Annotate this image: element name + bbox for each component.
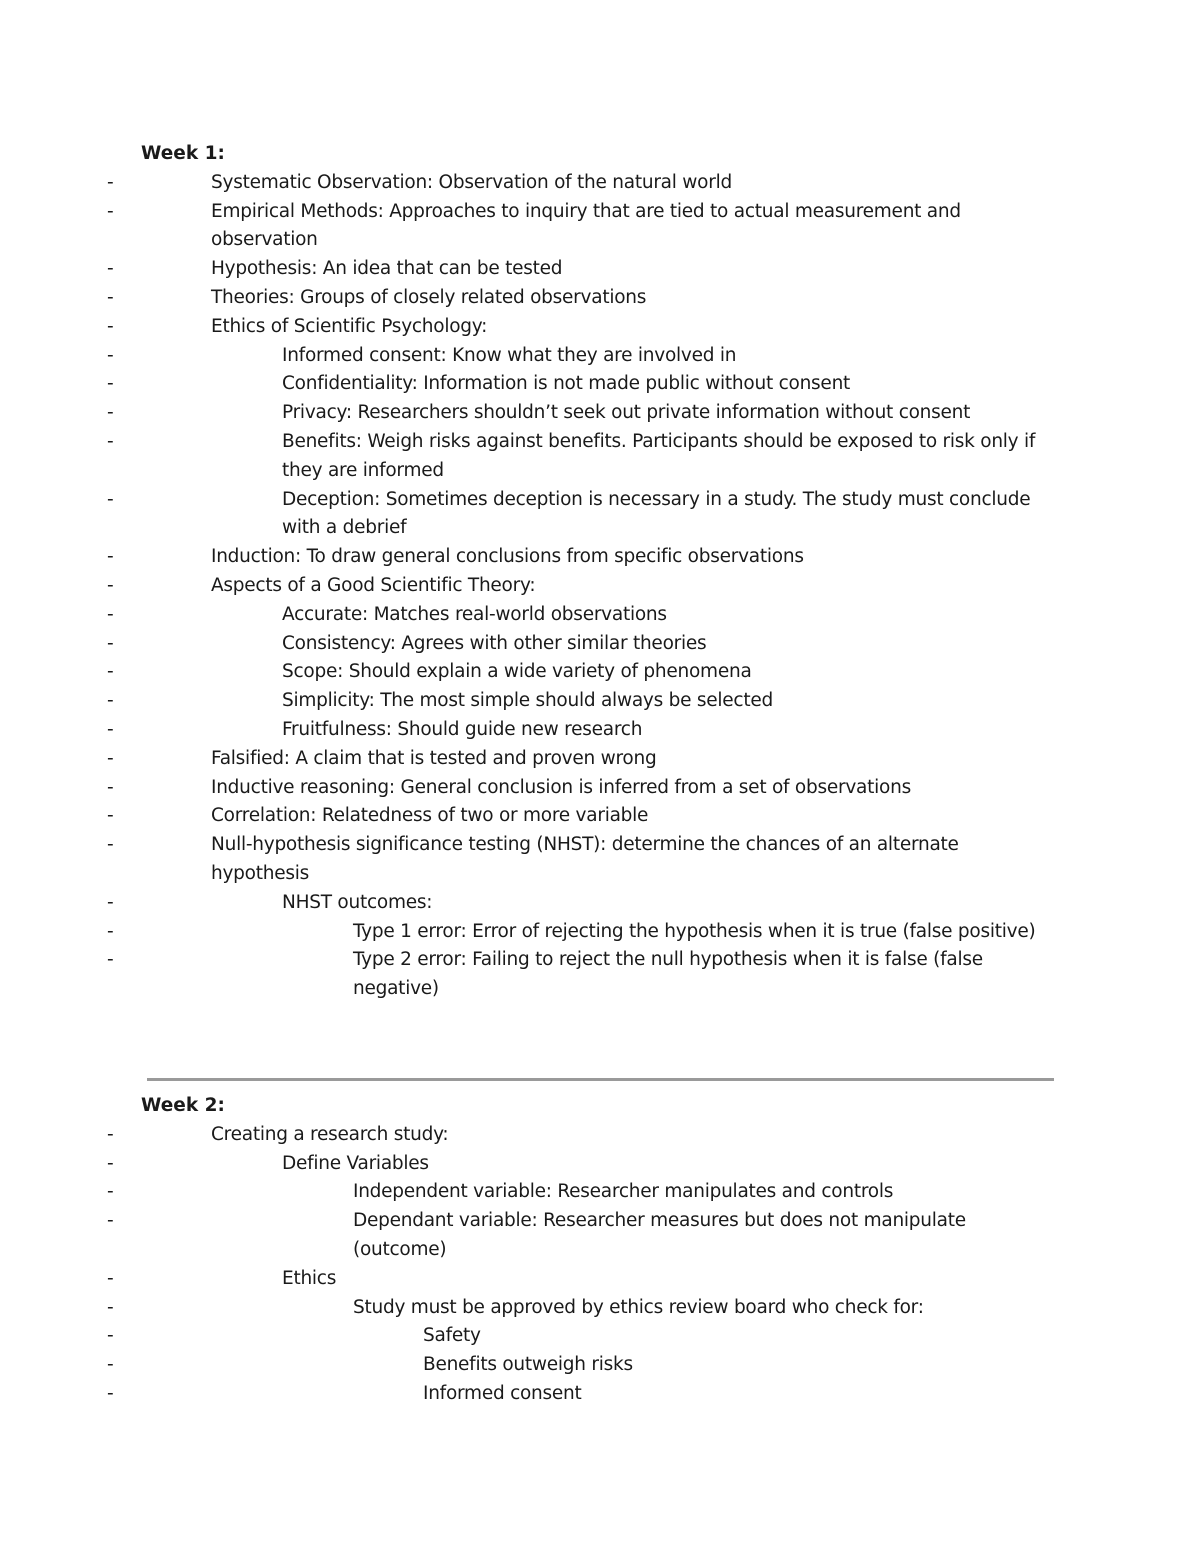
list-item: - Type 2 error: Failing to reject the null hypothesis when it is false (false negative)	[141, 946, 1056, 1004]
list-item: - Informed consent: Know what they are involved in	[141, 342, 1056, 371]
week-1-notes-list	[141, 169, 1056, 1004]
week-2-notes-list	[141, 1121, 1056, 1409]
list-item: - Induction: To draw general conclusions from specific observations	[141, 543, 1056, 572]
list-item: - Inductive reasoning: General conclusion is inferred from a set of observations	[141, 774, 1056, 803]
list-item: - Scope: Should explain a wide variety of phenomena	[141, 658, 1056, 687]
list-item: - Systematic Observation: Observation of the natural world	[141, 169, 1056, 198]
list-item: - Falsified: A claim that is tested and proven wrong	[141, 745, 1056, 774]
list-item: - Independent variable: Researcher manipulates and controls	[141, 1178, 1056, 1207]
list-item: - Correlation: Relatedness of two or more variable	[141, 802, 1056, 831]
list-item: - Theories: Groups of closely related observations	[141, 284, 1056, 313]
list-item: - Simplicity: The most simple should always be selected	[141, 687, 1056, 716]
list-item: - Benefits outweigh risks	[141, 1351, 1056, 1380]
list-item: - Informed consent	[141, 1380, 1056, 1409]
list-item: - Fruitfulness: Should guide new research	[141, 716, 1056, 745]
section-divider	[147, 1078, 1054, 1081]
week-2-heading: Week 2:	[141, 1095, 225, 1116]
list-item: - Creating a research study:	[141, 1121, 1056, 1150]
list-item: - Aspects of a Good Scientific Theory:	[141, 572, 1056, 601]
list-item: - Type 1 error: Error of rejecting the hypothesis when it is true (false positive)	[141, 918, 1056, 947]
list-item: - Empirical Methods: Approaches to inquiry that are tied to actual measurement and observation	[141, 198, 1056, 256]
list-item: - Accurate: Matches real-world observations	[141, 601, 1056, 630]
list-item: - NHST outcomes:	[141, 889, 1056, 918]
list-item: - Null-hypothesis significance testing (NHST): determine the chances of an alternate hypothesis	[141, 831, 1056, 889]
list-item: - Benefits: Weigh risks against benefits. Participants should be exposed to risk only if they are informed	[141, 428, 1056, 486]
week-1-section	[141, 140, 1056, 1004]
list-item: - Safety	[141, 1322, 1056, 1351]
week-2-section	[141, 1092, 1056, 1409]
list-item: - Ethics	[141, 1265, 1056, 1294]
list-item: - Dependant variable: Researcher measures but does not manipulate (outcome)	[141, 1207, 1056, 1265]
list-item: - Consistency: Agrees with other similar theories	[141, 630, 1056, 659]
list-item: - Study must be approved by ethics review board who check for:	[141, 1294, 1056, 1323]
list-item: - Deception: Sometimes deception is necessary in a study. The study must conclude with a debrief	[141, 486, 1056, 544]
list-item: - Define Variables	[141, 1150, 1056, 1179]
week-1-heading: Week 1:	[141, 143, 225, 164]
list-item: - Hypothesis: An idea that can be tested	[141, 255, 1056, 284]
list-item: - Privacy: Researchers shouldn’t seek out private information without consent	[141, 399, 1056, 428]
list-item: - Ethics of Scientific Psychology:	[141, 313, 1056, 342]
list-item: - Confidentiality: Information is not made public without consent	[141, 370, 1056, 399]
